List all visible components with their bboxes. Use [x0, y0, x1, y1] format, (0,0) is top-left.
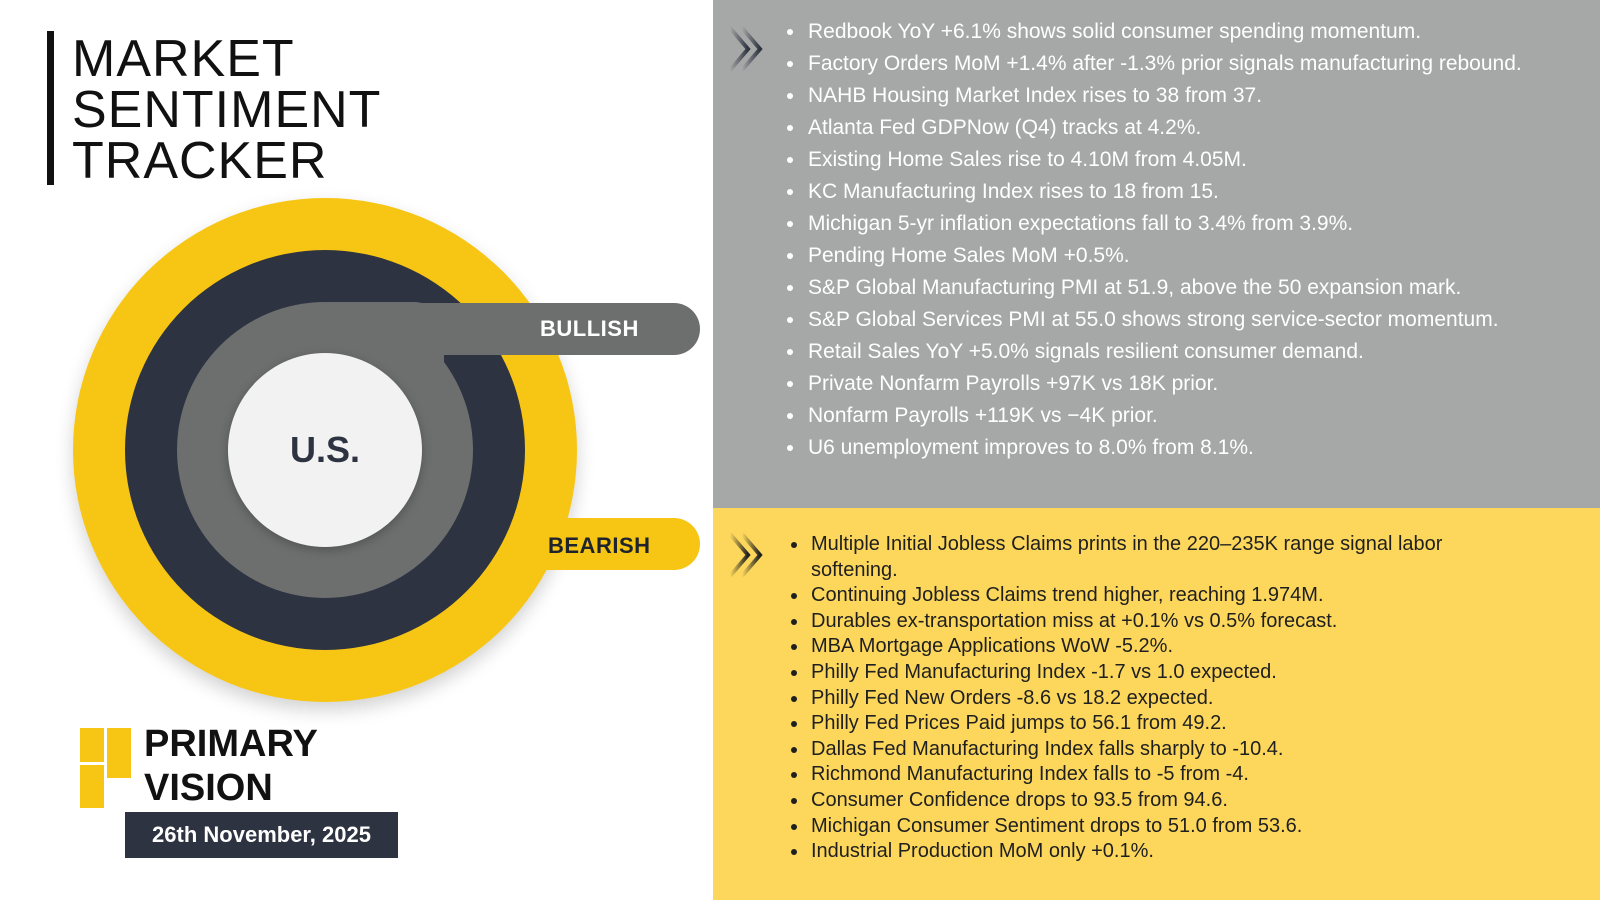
bearish-list-item: • Philly Fed Prices Paid jumps to 56.1 from 49.2.	[809, 711, 1529, 737]
bearish-list-item: • Philly Fed Manufacturing Index -1.7 vs 1.0 expected.	[809, 660, 1529, 686]
bullish-list-item: • Factory Orders MoM +1.4% after -1.3% prior signals manufacturing rebound.	[806, 48, 1600, 80]
bullish-list	[792, 16, 1600, 464]
title-line-3: TRACKER	[72, 132, 328, 190]
bearish-list-item: • MBA Mortgage Applications WoW -5.2%.	[809, 634, 1529, 660]
bearish-list-item: • Consumer Confidence drops to 93.5 from 94.6.	[809, 788, 1529, 814]
bearish-list-item: • Durables ex-transportation miss at +0.1% vs 0.5% forecast.	[809, 609, 1529, 635]
bullish-list-item: • Michigan 5-yr inflation expectations fall to 3.4% from 3.9%.	[806, 208, 1600, 240]
bearish-list-item: • Industrial Production MoM only +0.1%.	[809, 839, 1529, 865]
bearish-panel	[713, 508, 1600, 900]
double-chevron-right-icon	[722, 528, 772, 582]
gauge-inner-ring-connector	[324, 302, 444, 362]
brand-name	[144, 722, 318, 810]
bearish-list-item: • Michigan Consumer Sentiment drops to 51.0 from 53.6.	[809, 814, 1529, 840]
bullish-list-item: • Private Nonfarm Payrolls +97K vs 18K prior.	[806, 368, 1600, 400]
bearish-list-item: • Multiple Initial Jobless Claims prints in the 220–235K range signal labor softening.	[809, 532, 1529, 583]
bullish-panel	[713, 0, 1600, 508]
bullish-list-item: • Redbook YoY +6.1% shows solid consumer spending momentum.	[806, 16, 1600, 48]
bearish-list	[795, 532, 1529, 865]
gauge-center-label: U.S.	[228, 353, 422, 547]
bearish-list-item: • Continuing Jobless Claims trend higher, reaching 1.974M.	[809, 583, 1529, 609]
title-line-2: SENTIMENT	[72, 81, 382, 139]
bullish-list-item: • S&P Global Services PMI at 55.0 shows strong service-sector momentum.	[806, 304, 1600, 336]
title-accent-bar	[47, 31, 54, 185]
primary-vision-logo-icon	[80, 728, 134, 808]
report-date: 26th November, 2025	[125, 812, 398, 858]
bullish-label: BULLISH	[540, 316, 639, 341]
bullish-list-item: • Retail Sales YoY +5.0% signals resilient consumer demand.	[806, 336, 1600, 368]
double-chevron-right-icon	[722, 22, 772, 76]
bearish-label: BEARISH	[548, 533, 651, 558]
left-panel	[0, 0, 713, 900]
page-title	[72, 30, 382, 190]
bullish-list-item: • Pending Home Sales MoM +0.5%.	[806, 240, 1600, 272]
bullish-list-item: • Atlanta Fed GDPNow (Q4) tracks at 4.2%.	[806, 112, 1600, 144]
bullish-list-item: • S&P Global Manufacturing PMI at 51.9, above the 50 expansion mark.	[806, 272, 1600, 304]
bearish-list-item: • Philly Fed New Orders -8.6 vs 18.2 expected.	[809, 686, 1529, 712]
bullish-list-item: • KC Manufacturing Index rises to 18 from 15.	[806, 176, 1600, 208]
bullish-list-item: • Nonfarm Payrolls +119K vs −4K prior.	[806, 400, 1600, 432]
brand-line-2: VISION	[144, 767, 273, 809]
bullish-list-item: • Existing Home Sales rise to 4.10M from 4.05M.	[806, 144, 1600, 176]
bearish-list-item: • Dallas Fed Manufacturing Index falls sharply to -10.4.	[809, 737, 1529, 763]
bearish-list-item: • Richmond Manufacturing Index falls to -5 from -4.	[809, 762, 1529, 788]
bullish-list-item: • U6 unemployment improves to 8.0% from 8.1%.	[806, 432, 1600, 464]
bullish-list-item: • NAHB Housing Market Index rises to 38 from 37.	[806, 80, 1600, 112]
brand-line-1: PRIMARY	[144, 723, 318, 765]
title-line-1: MARKET	[72, 30, 295, 88]
